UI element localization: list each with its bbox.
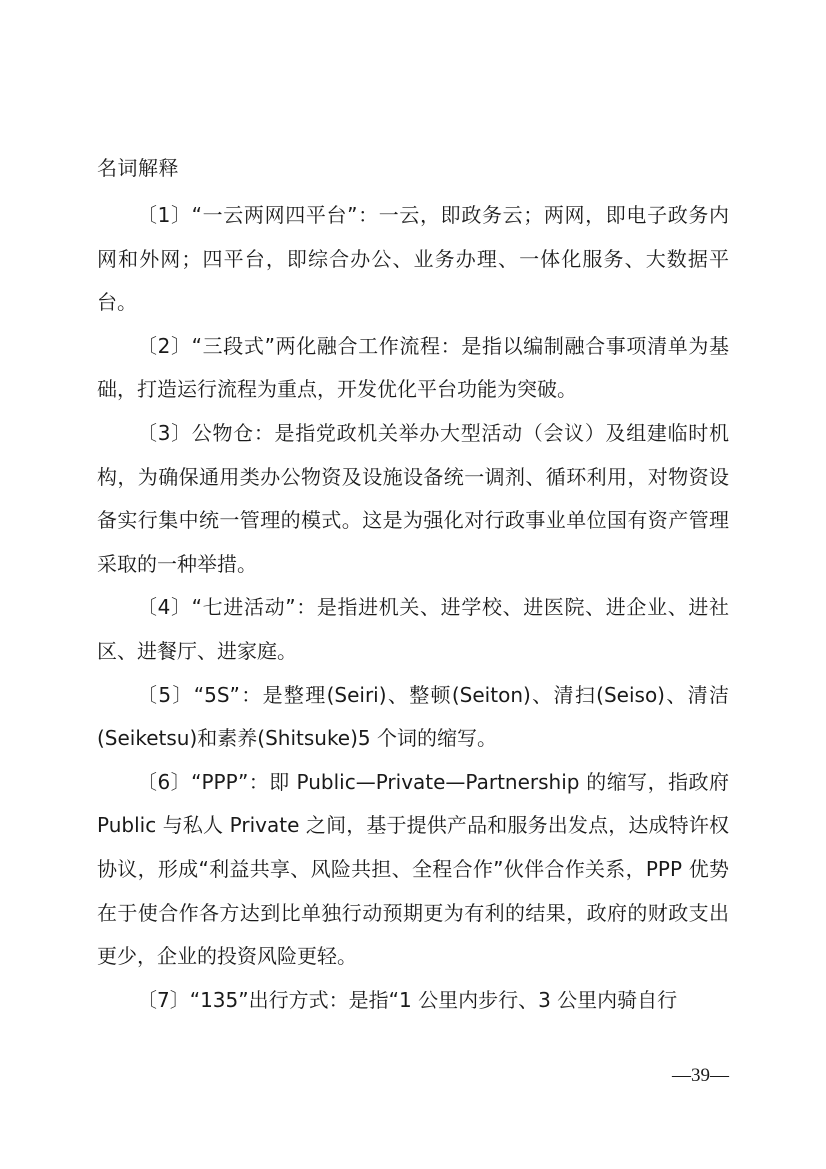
section-heading: 名词解释 <box>97 156 179 180</box>
glossary-entry-1: 〔1〕“一云两网四平台”：一云，即政务云；两网，即电子政务内网和外网；四平台，即综合办公、业务办理、一体化服务、大数据平台。 <box>97 203 729 315</box>
glossary-entry-7: 〔7〕“135”出行方式：是指“1 公里内步行、3 公里内骑自行 <box>137 987 678 1012</box>
glossary-body <box>97 194 729 1022</box>
glossary-entry-3: 〔3〕公物仓：是指党政机关举办大型活动（会议）及组建临时机构，为确保通用类办公物资及设施设备统一调剂、循环利用，对物资设备实行集中统一管理的模式。这是为强化对行政事业单位国有资产管理采取的一种举措。 <box>97 420 729 576</box>
glossary-entry-6: 〔6〕“PPP”：即 Public—Private—Partnership 的缩写，指政府Public 与私人 Private 之间，基于提供产品和服务出发点，达成特许权协议，形成“利益共享、风险共担、全程合作”伙伴合作关系，PPP 优势在于使合作各方达到比单独行动预期更为有利的结果，政府的财政支出更少，企业的投资风险更轻。 <box>97 769 729 969</box>
glossary-entry-4: 〔4〕“七进活动”：是指进机关、进学校、进医院、进企业、进社区、进餐厅、进家庭。 <box>97 595 729 663</box>
glossary-entry-5: 〔5〕“5S”：是整理(Seiri)、整顿(Seiton)、清扫(Seiso)、清洁(Seiketsu)和素养(Shitsuke)5 个词的缩写。 <box>97 682 729 751</box>
glossary-entry-2: 〔2〕“三段式”两化融合工作流程：是指以编制融合事项清单为基础，打造运行流程为重点，开发优化平台功能为突破。 <box>97 333 729 402</box>
page-number: —39— <box>672 1065 729 1086</box>
